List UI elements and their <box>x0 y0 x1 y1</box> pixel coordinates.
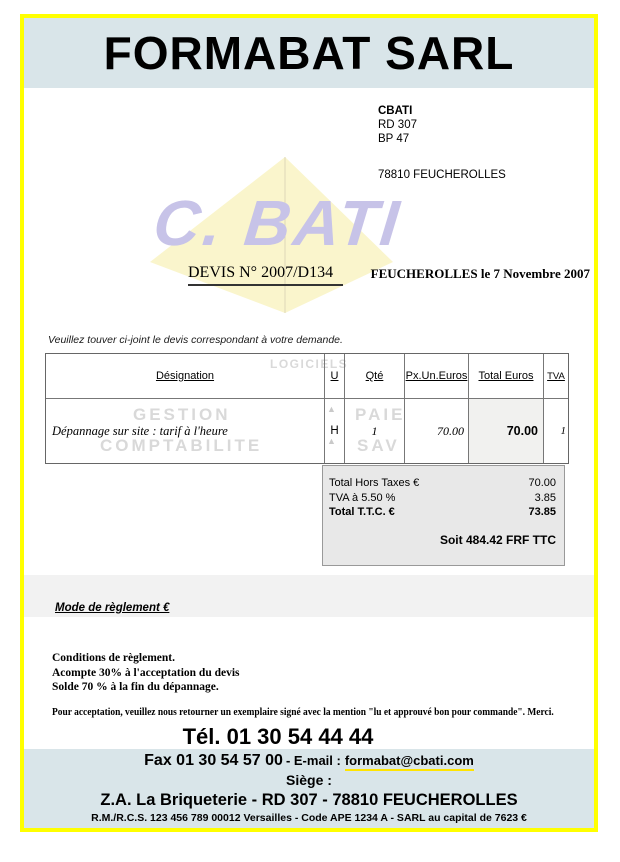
condition-line: Acompte 30% à l'acceptation du devis <box>52 666 240 679</box>
row-unit: H <box>324 399 344 463</box>
triangle-up-icon: ▲ <box>327 404 336 414</box>
payment-mode-label: Mode de règlement € <box>55 602 170 614</box>
total-ht-value: 70.00 <box>528 477 556 489</box>
place-and-date: FEUCHEROLLES le 7 Novembre 2007 <box>370 266 590 281</box>
column-header-unit: U <box>324 354 344 399</box>
phone-number: Tél. 01 30 54 44 44 <box>180 724 377 754</box>
document-sheet <box>20 14 598 832</box>
row-tva: 1 <box>543 399 568 463</box>
payment-conditions <box>52 651 240 695</box>
email-address: formabat@cbati.com <box>345 753 474 771</box>
total-ht-label: Total Hors Taxes € <box>329 477 420 489</box>
row-unit-price: 70.00 <box>404 399 468 463</box>
acceptance-note: Pour acceptation, veuillez nous retourner un exemplaire signé avec la mention "lu et approuvé bon pour commande". Merci. <box>52 707 554 718</box>
column-header-total: Total Euros <box>468 354 543 399</box>
totals-box <box>322 465 565 566</box>
tva-value: 3.85 <box>534 491 556 504</box>
quote-items-table <box>45 353 569 464</box>
fax-email-line <box>24 752 594 770</box>
legal-registration-line: R.M./R.C.S. 123 456 789 00012 Versailles - Code APE 1234 A - SARL au capital de 7623 € <box>91 812 527 824</box>
row-total: 70.00 <box>468 399 543 463</box>
watermark-logiciels: LOGICIELS <box>270 357 349 371</box>
company-address: Z.A. La Briqueterie - RD 307 - 78810 FEUCHEROLLES <box>100 791 518 809</box>
watermark-comptabilite: COMPTABILITE <box>100 436 263 455</box>
company-name: FORMABAT SARL <box>103 27 515 79</box>
watermark-paie: PAIE <box>355 405 406 424</box>
devis-number: DEVIS N° 2007/D134 <box>188 264 343 286</box>
siege-label: Siège : <box>286 772 332 788</box>
intro-sentence: Veuillez touver ci-joint le devis correspondant à votre demande. <box>48 334 343 346</box>
total-ttc-row <box>329 505 556 520</box>
total-ht-row <box>329 476 556 491</box>
recipient-city: 78810 FEUCHEROLLES <box>378 169 506 181</box>
recipient-line1: RD 307 <box>378 119 417 131</box>
total-ttc-value: 73.85 <box>528 506 556 518</box>
column-header-qty: Qté <box>344 354 404 399</box>
watermark-gestion: GESTION <box>133 405 231 424</box>
recipient-name: CBATI <box>378 105 413 117</box>
watermark-sav: SAV <box>357 436 400 455</box>
condition-line: Conditions de règlement. <box>52 652 175 664</box>
email-label: - E-mail : <box>285 753 341 768</box>
footer-band <box>24 749 594 828</box>
tva-label: TVA à 5.50 % <box>329 491 396 504</box>
column-header-designation: Désignation <box>46 354 324 399</box>
cbati-logo-watermark: C. BATI <box>150 187 406 259</box>
fax-number: Fax 01 30 54 57 00 <box>144 752 283 769</box>
condition-line: Solde 70 % à la fin du dépannage. <box>52 681 219 693</box>
frf-equivalent: Soit 484.42 FRF TTC <box>439 532 556 547</box>
triangle-up-icon: ▲ <box>327 436 336 446</box>
row-designation: Dépannage sur site : tarif à l'heure <box>52 423 228 438</box>
row-qty: 1 <box>344 399 404 463</box>
total-ttc-label: Total T.T.C. € <box>329 506 395 518</box>
column-header-unit-price: Px.Un.Euros <box>404 354 468 399</box>
column-header-tva: TVA <box>543 354 568 399</box>
tva-row <box>329 491 556 506</box>
company-header-band <box>24 18 594 88</box>
recipient-line2: BP 47 <box>378 133 410 145</box>
